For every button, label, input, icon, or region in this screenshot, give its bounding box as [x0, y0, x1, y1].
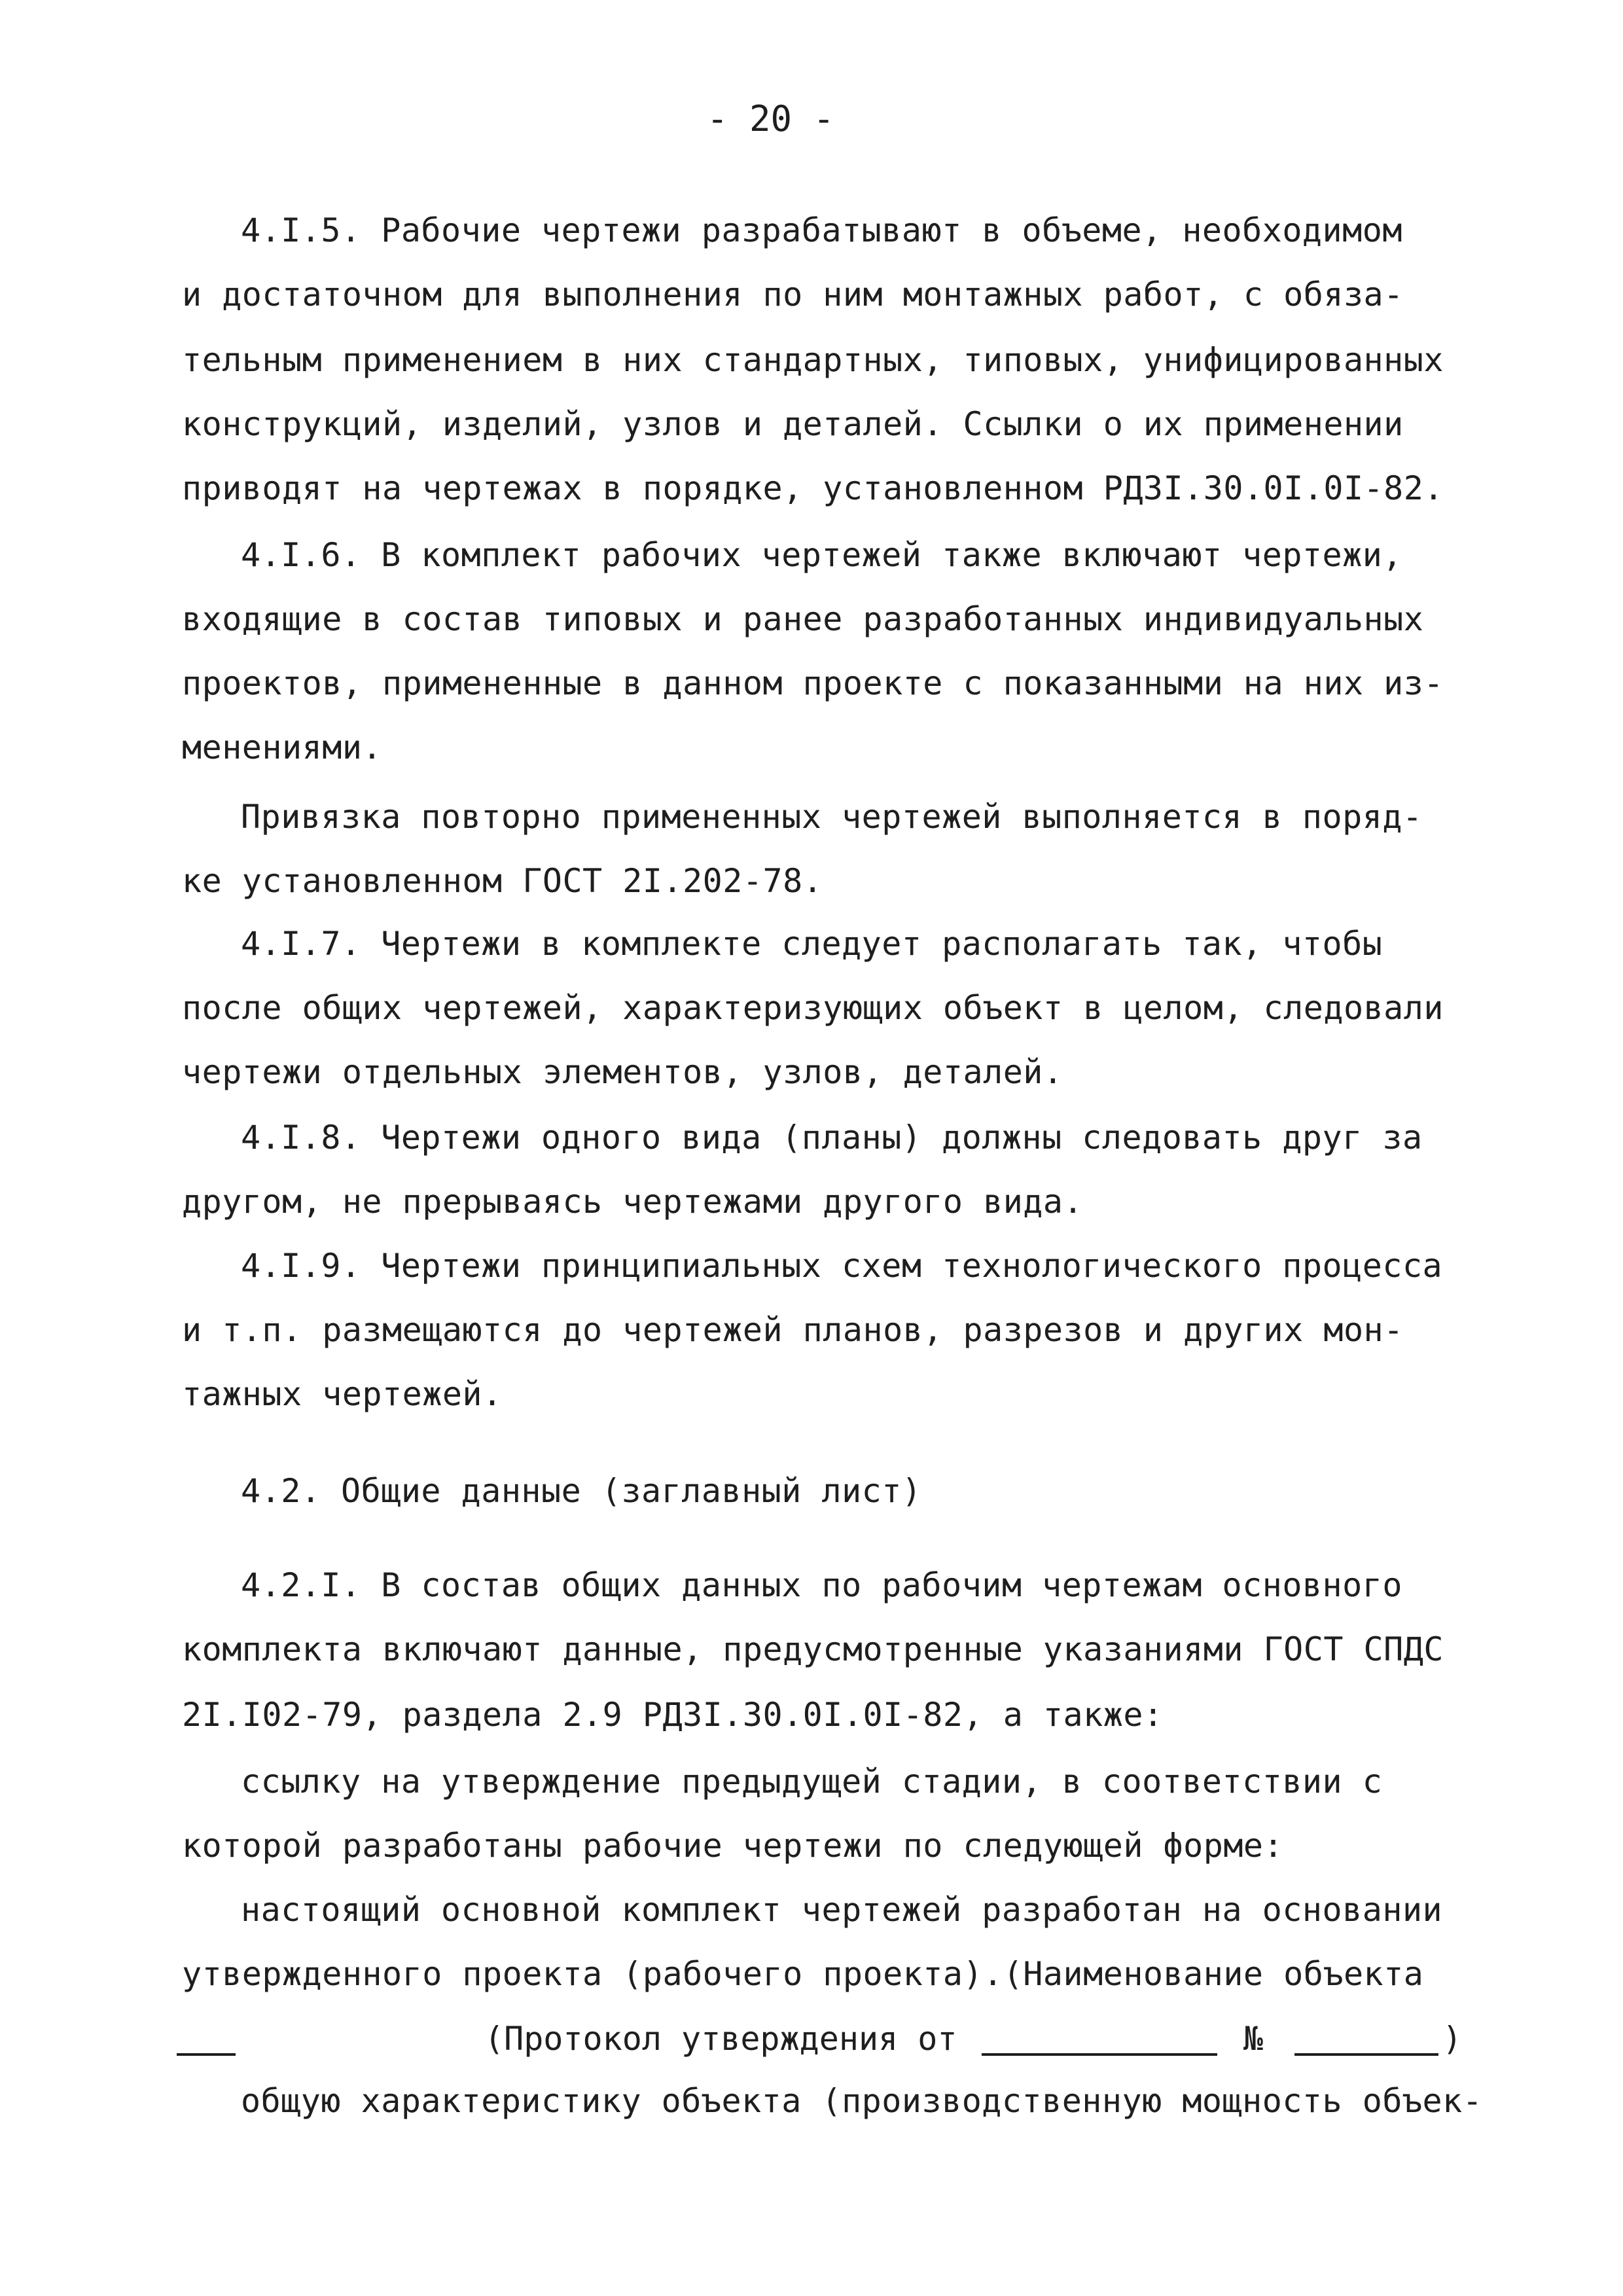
text-line: настоящий основной комплект чертежей разработан на основании	[241, 1891, 1443, 1929]
text-line: Привязка повторно примененных чертежей выполняется в поряд-	[241, 798, 1423, 836]
text-line: 4.I.9. Чертежи принципиальных схем технологического процесса	[241, 1247, 1443, 1285]
text-line: приводят на чертежах в порядке, установленном РДЗI.30.0I.0I-82.	[182, 469, 1444, 507]
protocol-number-blank	[1294, 2053, 1438, 2056]
text-line: ке установленном ГОСТ 2I.202-78.	[182, 862, 823, 900]
text-line: 4.2.I. В состав общих данных по рабочим чертежам основного	[241, 1566, 1402, 1604]
text-line: другом, не прерываясь чертежами другого вида.	[182, 1183, 1084, 1221]
text-line: комплекта включают данные, предусмотренные указаниями ГОСТ СПДС	[182, 1630, 1444, 1668]
text-line: 2I.I02-79, раздела 2.9 РДЗI.30.0I.0I-82, а также:	[182, 1696, 1164, 1734]
text-line-last: общую характеристику объекта (производственную мощность объек-	[241, 2082, 1483, 2120]
object-name-blank	[177, 2053, 236, 2056]
text-line: утвержденного проекта (рабочего проекта).(Наименование объекта	[182, 1955, 1424, 1993]
protocol-date-blank	[982, 2053, 1217, 2056]
text-line: которой разработаны рабочие чертежи по следующей форме:	[182, 1827, 1284, 1865]
text-line: 4.I.8. Чертежи одного вида (планы) должны следовать друг за	[241, 1119, 1423, 1157]
text-line: ссылку на утверждение предыдущей стадии, в соответствии с	[241, 1763, 1383, 1801]
text-line: чертежи отдельных элементов, узлов, деталей.	[182, 1053, 1063, 1091]
text-line: входящие в состав типовых и ранее разработанных индивидуальных	[182, 600, 1424, 638]
text-line: тажных чертежей.	[182, 1375, 503, 1413]
protocol-label: (Протокол утверждения от	[484, 2020, 957, 2058]
text-line: 4.I.7. Чертежи в комплекте следует располагать так, чтобы	[241, 925, 1383, 963]
page-number: - 20 -	[707, 98, 835, 139]
text-line: после общих чертежей, характеризующих объект в целом, следовали	[182, 989, 1444, 1027]
number-sign: №	[1243, 2020, 1264, 2058]
text-line: менениями.	[182, 728, 383, 766]
closing-paren: )	[1442, 2020, 1463, 2058]
text-line: 4.I.6. В комплект рабочих чертежей также включают чертежи,	[241, 536, 1402, 574]
section-heading: 4.2. Общие данные (заглавный лист)	[241, 1472, 922, 1510]
text-line: проектов, примененные в данном проекте с показанными на них из-	[182, 664, 1444, 702]
protocol-line	[170, 2019, 1479, 2065]
text-line: и т.п. размещаются до чертежей планов, разрезов и других мон-	[182, 1311, 1404, 1349]
text-line: и достаточном для выполнения по ним монтажных работ, с обяза-	[182, 276, 1404, 314]
text-line: конструкций, изделий, узлов и деталей. Ссылки о их применении	[182, 405, 1404, 443]
text-line: 4.I.5. Рабочие чертежи разрабатывают в объеме, необходимом	[241, 211, 1402, 249]
text-line: тельным применением в них стандартных, типовых, унифицированных	[182, 341, 1444, 379]
